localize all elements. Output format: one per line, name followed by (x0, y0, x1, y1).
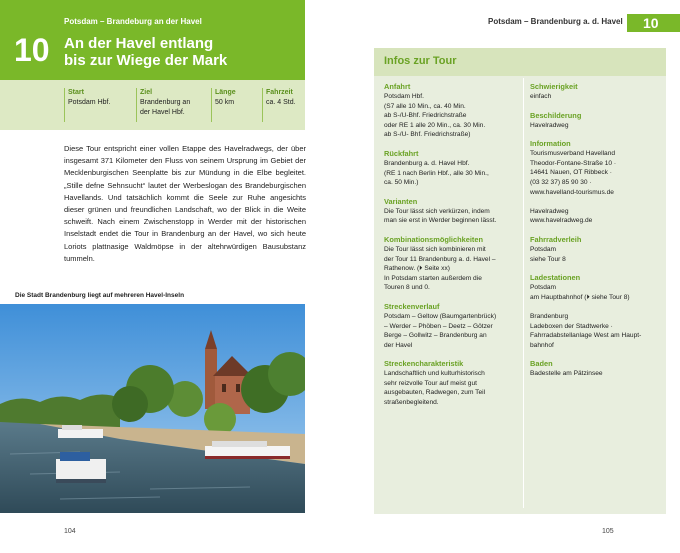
info-section-line: Fahrradabstellanlage West am Haupt- (530, 332, 642, 340)
info-section-line: Potsdam (530, 245, 557, 253)
info-section-line: siehe Tour 8 (530, 255, 566, 263)
info-section-line: Brandenburg a. d. Havel Hbf. (384, 159, 470, 167)
info-section-line: Die Tour lässt sich kombinieren mit (384, 245, 486, 253)
info-section (530, 82, 662, 102)
info-section (530, 139, 662, 226)
info-section-line: man sie erst in Werder beginnen lässt. (384, 217, 497, 225)
info-section-heading: Streckencharakteristik (384, 359, 464, 369)
info-section-line: einfach (530, 93, 552, 100)
info-section-heading: Kombinationsmöglichkeiten (384, 234, 483, 244)
photo-illustration (0, 304, 305, 513)
tour-number: 10 (14, 32, 50, 68)
info-section (530, 359, 662, 379)
info-section (384, 359, 520, 407)
info-section-line (530, 302, 662, 312)
info-section-line: Potsdam (530, 284, 557, 292)
info-section-line: Theodor-Fontane-Straße 10 · (530, 159, 617, 167)
info-section-line: ausgebauten, Radwegen, zum Teil (384, 389, 486, 397)
info-section-line: der Havel (384, 341, 413, 349)
info-section-heading: Streckenverlauf (384, 301, 440, 311)
info-section-line: Rathenow. (⏵ Seite xx) (384, 265, 450, 273)
intro-text: Diese Tour entspricht einer vollen Etappe des Havelradwegs, der über insgesamt 371 Kilometer den Fluss von seinem Ursprung im Gebiet der Mecklenburgischen Seenplatte bis zur Mündung in die Elbe begleitet. „Stille defne Sehnsucht“ lautet der Werbeslogan des Brandeburgischen Havellands. Und tatsächlich kommt die Seele zur Ruhe angesichts dieser grünen und freundlichen Landschaft, wo der Blick in die Weite schweift. Nach einem Zwischenstopp in Werder mit der historischen Inselstadt endet die Tour in Brandenburg an der Havel, wo sich heute Loriots plattnasige Waldmöpse in der altehrwürdigen Bausubstanz tummeln. (64, 144, 306, 263)
tour-number-badge: 10 (627, 14, 680, 32)
info-section-line: ca. 50 Min.) (384, 179, 419, 187)
info-section-line: Ladeboxen der Stadtwerke · (530, 322, 613, 330)
info-box (374, 48, 666, 514)
info-section-line: www.havelland-tourismus.de (530, 188, 614, 196)
info-section-line: Die Tour lässt sich verkürzen, indem (384, 207, 490, 215)
info-section-line: oder RE 1 alle 20 Min., ca. 30 Min. (384, 121, 486, 129)
tour-title-line: An der Havel entlang (64, 35, 214, 52)
info-section (384, 302, 520, 350)
tour-title-line: bis zur Wiege der Mark (64, 52, 228, 69)
info-section-line: Touren 8 und 0. (384, 284, 430, 292)
info-section-line: der Tour 11 Brandenburg a. d. Havel – (384, 255, 496, 263)
info-section-line: Brandenburg (530, 312, 569, 320)
page-number-left: 104 (64, 528, 76, 535)
info-section-line: (03 32 37) 85 90 30 · (530, 178, 592, 186)
region-label-right: Potsdam – Brandenburg a. d. Havel (488, 17, 623, 26)
info-section (530, 235, 662, 264)
info-section-line: – Werder – Phöben – Deetz – Götzer (384, 322, 493, 330)
info-section-line: ab S-/U-Bhf. Friedrichstraße (384, 112, 467, 120)
info-section-line: straßenbegleitend. (384, 399, 439, 407)
info-column-left (384, 82, 520, 417)
info-section-line: bahnhof (530, 341, 554, 349)
info-section-heading: Beschilderung (530, 110, 582, 120)
info-section-heading: Ladestationen (530, 273, 581, 283)
info-section-line: sehr reizvolle Tour auf meist gut (384, 379, 477, 387)
info-section-line: (RE 1 nach Berlin Hbf., alle 30 Min., (384, 169, 489, 177)
tour-title (64, 35, 294, 69)
info-section-heading: Rückfahrt (384, 148, 419, 158)
info-section-line: am Hauptbahnhof (⏵ siehe Tour 8) (530, 293, 630, 301)
info-section-heading: Baden (530, 359, 553, 369)
info-section-heading: Anfahrt (384, 82, 411, 91)
info-section-heading: Schwierigkeit (530, 82, 578, 91)
fact-start: Start Potsdam Hbf. (64, 88, 110, 122)
info-section-line: Landschaftlich und kulturhistorisch (384, 370, 485, 378)
info-section (384, 197, 520, 226)
info-section-line: ab S-/U- Bhf. Friedrichstraße) (384, 131, 471, 139)
info-box-title: Infos zur Tour (384, 55, 457, 67)
tour-facts (0, 80, 305, 130)
info-section-line: 14641 Nauen, OT Ribbeck · (530, 169, 612, 177)
info-box-header (374, 48, 666, 76)
tour-header (0, 0, 305, 80)
info-section-line: Tourismusverband Havelland (530, 150, 616, 158)
info-section-line: www.havelradweg.de (530, 217, 593, 225)
info-section-line: (S7 alle 10 Min., ca. 40 Min. (384, 102, 466, 110)
fact-fahrzeit: Fahrzeit ca. 4 Std. (262, 88, 296, 122)
info-section (384, 82, 520, 140)
info-section-line: Havelradweg (530, 121, 569, 129)
page-number-right: 105 (602, 528, 614, 535)
info-section (384, 149, 520, 188)
info-section (384, 235, 520, 293)
info-section-heading: Information (530, 139, 571, 149)
photo-caption: Die Stadt Brandenburg liegt auf mehreren Havel-Inseln (15, 292, 185, 299)
fact-laenge: Länge 50 km (211, 88, 236, 122)
info-section-line: Potsdam Hbf. (384, 93, 424, 100)
info-section-line: Potsdam – Geltow (Baumgartenbrück) (384, 312, 497, 320)
region-label: Potsdam – Brandeburg an der Havel (64, 17, 202, 26)
info-section (530, 111, 662, 131)
info-section-heading: Varianten (384, 196, 418, 206)
info-section-heading: Fahrradverleih (530, 234, 582, 244)
info-section-line: Badestelle am Pätzinsee (530, 370, 603, 378)
info-section-line: Berge – Gollwitz – Brandenburg an (384, 332, 487, 340)
info-section-line: In Potsdam starten außerdem die (384, 274, 482, 282)
info-column-right (530, 82, 662, 388)
info-section-line (530, 197, 662, 207)
right-page (340, 0, 680, 553)
fact-ziel: Ziel Brandenburg an der Havel Hbf. (136, 88, 190, 122)
photo-brandenburg (0, 304, 305, 513)
column-divider (523, 78, 524, 508)
info-section-line: Havelradweg (530, 207, 569, 215)
info-section (530, 273, 662, 350)
